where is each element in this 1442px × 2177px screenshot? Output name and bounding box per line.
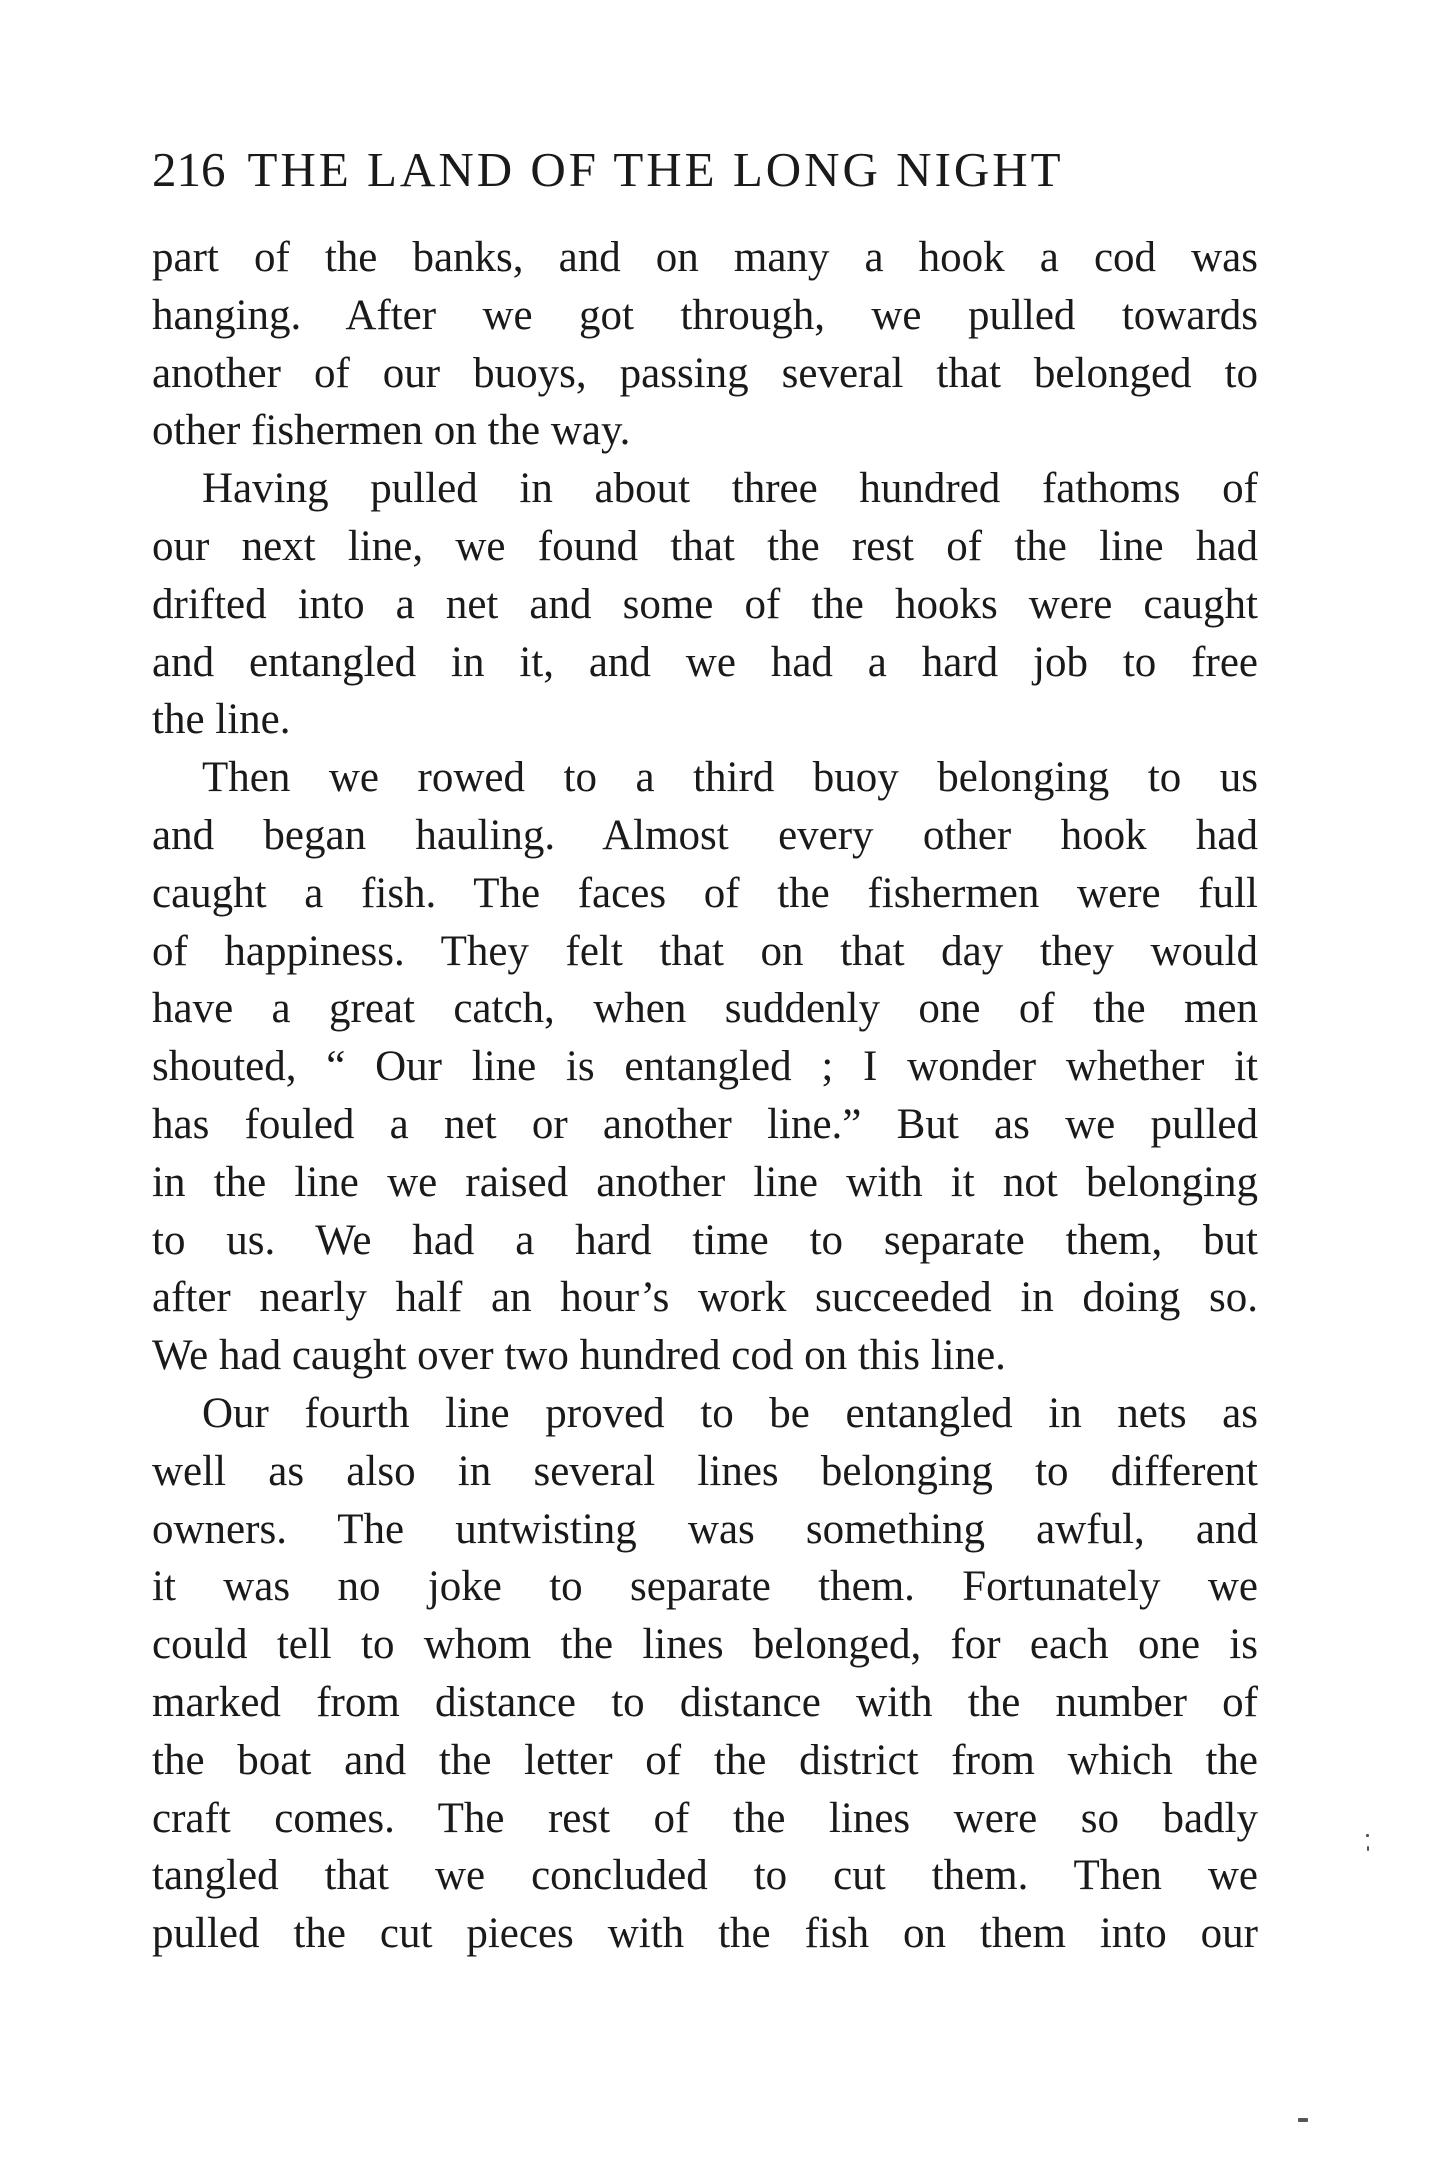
text-line: We had caught over two hundred cod on this line. [152,1332,1006,1380]
text-line: have a great catch, when suddenly one of the men [152,985,1258,1033]
body-text [152,229,1258,1963]
text-line: drifted into a net and some of the hooks were caught [152,580,1258,628]
text-line: in the line we raised another line with it not belonging [152,1158,1258,1206]
text-line: shouted, “ Our line is entangled ; I wonder whether it [152,1043,1258,1091]
scan-speck [1367,1846,1369,1851]
text-line: has fouled a net or another line.” But as we pulled [152,1100,1258,1148]
text-line: hanging. After we got through, we pulled towards [152,291,1258,339]
running-title: THE LAND OF THE LONG NIGHT [247,142,1064,197]
text-line: marked from distance to distance with the number of [152,1678,1258,1726]
text-line: tangled that we concluded to cut them. Then we [152,1852,1258,1900]
text-line: the line. [152,696,291,744]
text-line: pulled the cut pieces with the fish on them into our [152,1910,1258,1958]
text-line: and began hauling. Almost every other hook had [152,811,1258,859]
running-head [152,140,1252,200]
text-line: the boat and the letter of the district from which the [152,1736,1258,1784]
page-number: 216 [152,142,226,197]
text-line: another of our buoys, passing several that belonged to [152,349,1258,397]
text-line: of happiness. They felt that on that day they would [152,927,1258,975]
text-line: owners. The untwisting was something awful, and [152,1505,1258,1553]
text-line: could tell to whom the lines belonged, for each one is [152,1621,1258,1669]
text-line: it was no joke to separate them. Fortunately we [152,1563,1258,1611]
text-line: other fishermen on the way. [152,407,631,455]
text-line: well as also in several lines belonging to different [152,1447,1258,1495]
text-line: after nearly half an hour’s work succeeded in doing so. [152,1274,1258,1322]
text-line: Then we rowed to a third buoy belonging to us [202,754,1258,802]
scan-speck [1298,2118,1308,2122]
text-line: Our fourth line proved to be entangled in nets as [202,1389,1258,1437]
text-line: our next line, we found that the rest of the line had [152,522,1258,570]
text-line: and entangled in it, and we had a hard job to free [152,638,1258,686]
scan-speck [1366,1834,1369,1837]
text-line: caught a fish. The faces of the fishermen were full [152,869,1258,917]
text-line: Having pulled in about three hundred fathoms of [202,465,1258,513]
text-line: craft comes. The rest of the lines were so badly [152,1794,1258,1842]
text-line: to us. We had a hard time to separate them, but [152,1216,1258,1264]
text-line: part of the banks, and on many a hook a cod was [152,234,1258,281]
